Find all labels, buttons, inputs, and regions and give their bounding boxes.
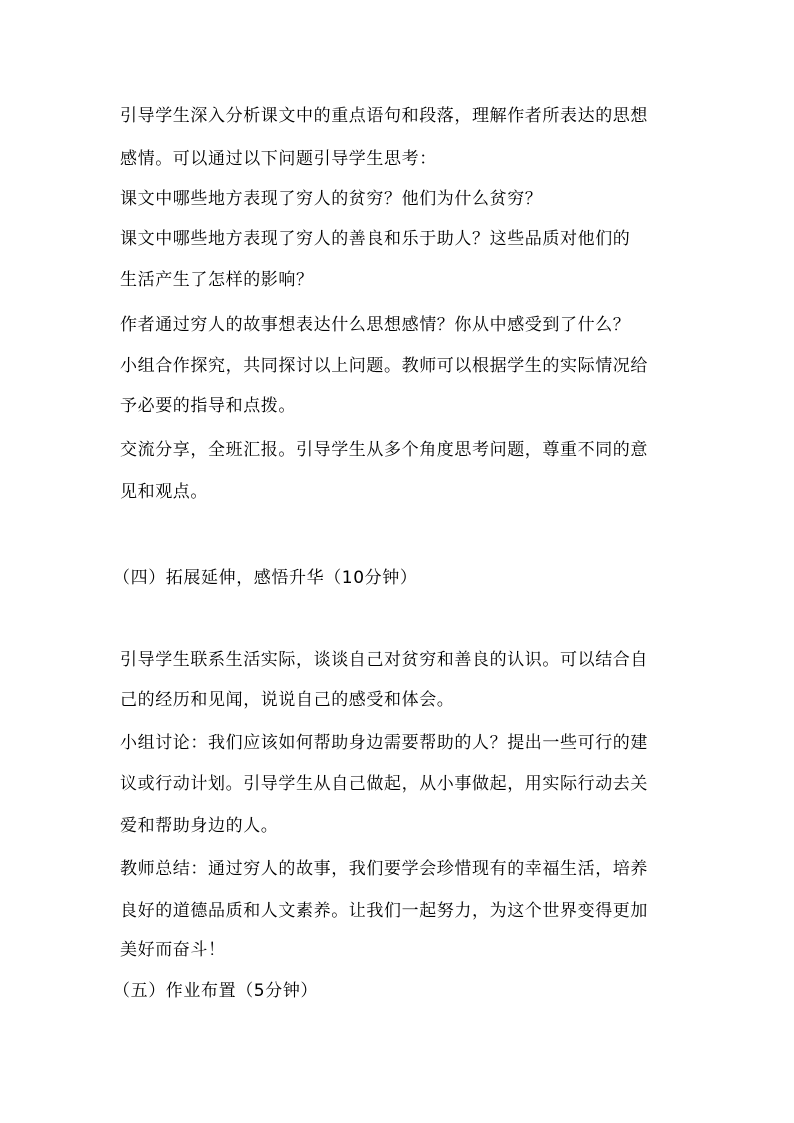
paragraph-line: 美好而奋斗！ [120,940,226,960]
paragraph-line: 教师总结：通过穷人的故事，我们要学会珍惜现有的幸福生活，培养 [120,859,648,879]
paragraph-line: 感情。可以通过以下问题引导学生思考： [120,149,437,169]
paragraph-line: 议或行动计划。引导学生从自己做起，从小事做起，用实际行动去关 [120,774,648,794]
section-heading: （五）作业布置（5分钟） [113,981,319,1001]
question-line: 作者通过穷人的故事想表达什么思想感情？你从中感受到了什么？ [120,315,631,335]
paragraph-line: 爱和帮助身边的人。 [120,816,279,836]
paragraph-line: 小组合作探究，共同探讨以上问题。教师可以根据学生的实际情况给 [120,356,648,376]
question-line: 课文中哪些地方表现了穷人的贫穷？他们为什么贫穷？ [120,189,543,209]
paragraph-line: 小组讨论：我们应该如何帮助身边需要帮助的人？提出一些可行的建 [120,733,648,753]
question-line: 课文中哪些地方表现了穷人的善良和乐于助人？这些品质对他们的 [120,229,631,249]
question-line: 生活产生了怎样的影响？ [120,270,314,290]
paragraph-line: 引导学生联系生活实际，谈谈自己对贫穷和善良的认识。可以结合自 [120,650,648,670]
section-heading: （四）拓展延伸，感悟升华（10分钟） [113,568,418,588]
paragraph-line: 引导学生深入分析课文中的重点语句和段落，理解作者所表达的思想 [120,106,648,126]
paragraph-line: 交流分享，全班汇报。引导学生从多个角度思考问题，尊重不同的意 [120,440,648,460]
paragraph-line: 予必要的指导和点拨。 [120,396,296,416]
paragraph-line: 见和观点。 [120,482,208,502]
paragraph-line: 己的经历和见闻，说说自己的感受和体会。 [120,690,455,710]
paragraph-line: 良好的道德品质和人文素养。让我们一起努力，为这个世界变得更加 [120,901,648,921]
